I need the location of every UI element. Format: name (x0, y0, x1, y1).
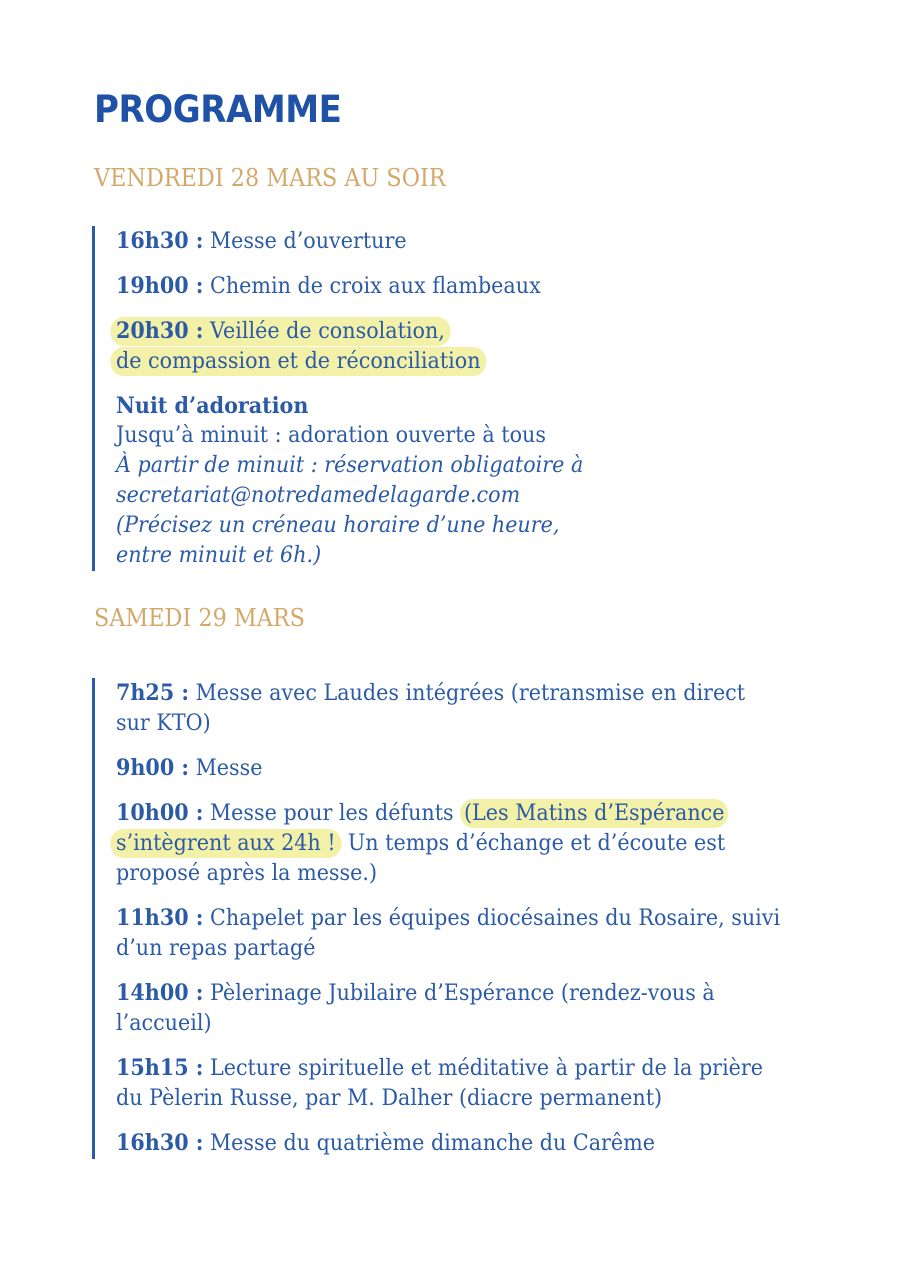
schedule-entry (116, 678, 830, 739)
adoration-line: (Précisez un créneau horaire d’une heure, (116, 513, 560, 538)
schedule-entry (116, 798, 830, 889)
entry-time: 16h30 : (116, 228, 204, 254)
adoration-block (116, 391, 830, 571)
entry-text: Messe avec Laudes intégrées (retransmise en direct (189, 681, 746, 706)
schedule-entry (116, 271, 830, 302)
entry-time: 15h15 : (116, 1055, 204, 1081)
entry-text: sur KTO) (116, 711, 211, 736)
entry-text: l’accueil) (116, 1011, 212, 1036)
highlight-marker (110, 317, 486, 376)
entry-text: proposé après la messe.) (116, 861, 378, 886)
day-heading-saturday: SAMEDI 29 MARS (94, 604, 305, 632)
entry-time: 16h30 : (116, 1130, 204, 1156)
entry-text: d’un repas partagé (116, 936, 316, 961)
schedule-entry (116, 753, 830, 784)
entry-time: 19h00 : (116, 273, 204, 299)
adoration-line: entre minuit et 6h.) (116, 543, 322, 568)
entry-text: Chapelet par les équipes diocésaines du Rosaire, suivi (203, 906, 781, 931)
entry-text: Messe (189, 756, 263, 781)
entry-time: 20h30 : (116, 318, 204, 344)
schedule-entry (116, 1128, 830, 1159)
entry-time: 10h00 : (116, 800, 204, 826)
saturday-schedule (92, 678, 812, 1159)
schedule-entry (116, 1053, 830, 1114)
day-heading-friday: VENDREDI 28 MARS AU SOIR (94, 164, 446, 192)
entry-time: 9h00 : (116, 755, 190, 781)
entry-time: 11h30 : (116, 905, 204, 931)
entry-text: Messe pour les défunts (203, 801, 461, 826)
entry-text: Veillée de consolation, (203, 319, 445, 344)
entry-text: Messe d’ouverture (203, 229, 407, 254)
schedule-entry (116, 978, 830, 1039)
schedule-entry (116, 226, 830, 257)
entry-text: Messe du quatrième dimanche du Carême (203, 1131, 656, 1156)
schedule-entry (116, 903, 830, 964)
entry-text: Pèlerinage Jubilaire d’Espérance (rendez-vous à (203, 981, 715, 1006)
friday-schedule (92, 226, 812, 571)
highlight-marker: s’intègrent aux 24h ! (110, 829, 341, 858)
schedule-entry-highlighted (116, 316, 830, 377)
entry-text: du Pèlerin Russe, par M. Dalher (diacre permanent) (116, 1086, 663, 1111)
adoration-email[interactable]: secretariat@notredamedelagarde.com (116, 483, 521, 508)
adoration-title: Nuit d’adoration (116, 393, 309, 419)
entry-time: 14h00 : (116, 980, 204, 1006)
entry-time: 7h25 : (116, 680, 190, 706)
entry-text: Lecture spirituelle et méditative à partir de la prière (203, 1056, 764, 1081)
page-title: PROGRAMME (94, 88, 342, 131)
entry-text: de compassion et de réconciliation (116, 349, 481, 374)
highlight-marker: (Les Matins d’Espérance (460, 799, 728, 828)
entry-text: Chemin de croix aux flambeaux (203, 274, 541, 299)
adoration-line: Jusqu’à minuit : adoration ouverte à tous (116, 423, 546, 448)
entry-text: Un temps d’échange et d’écoute est (341, 831, 726, 856)
adoration-line: À partir de minuit : réservation obligatoire à (116, 453, 584, 478)
